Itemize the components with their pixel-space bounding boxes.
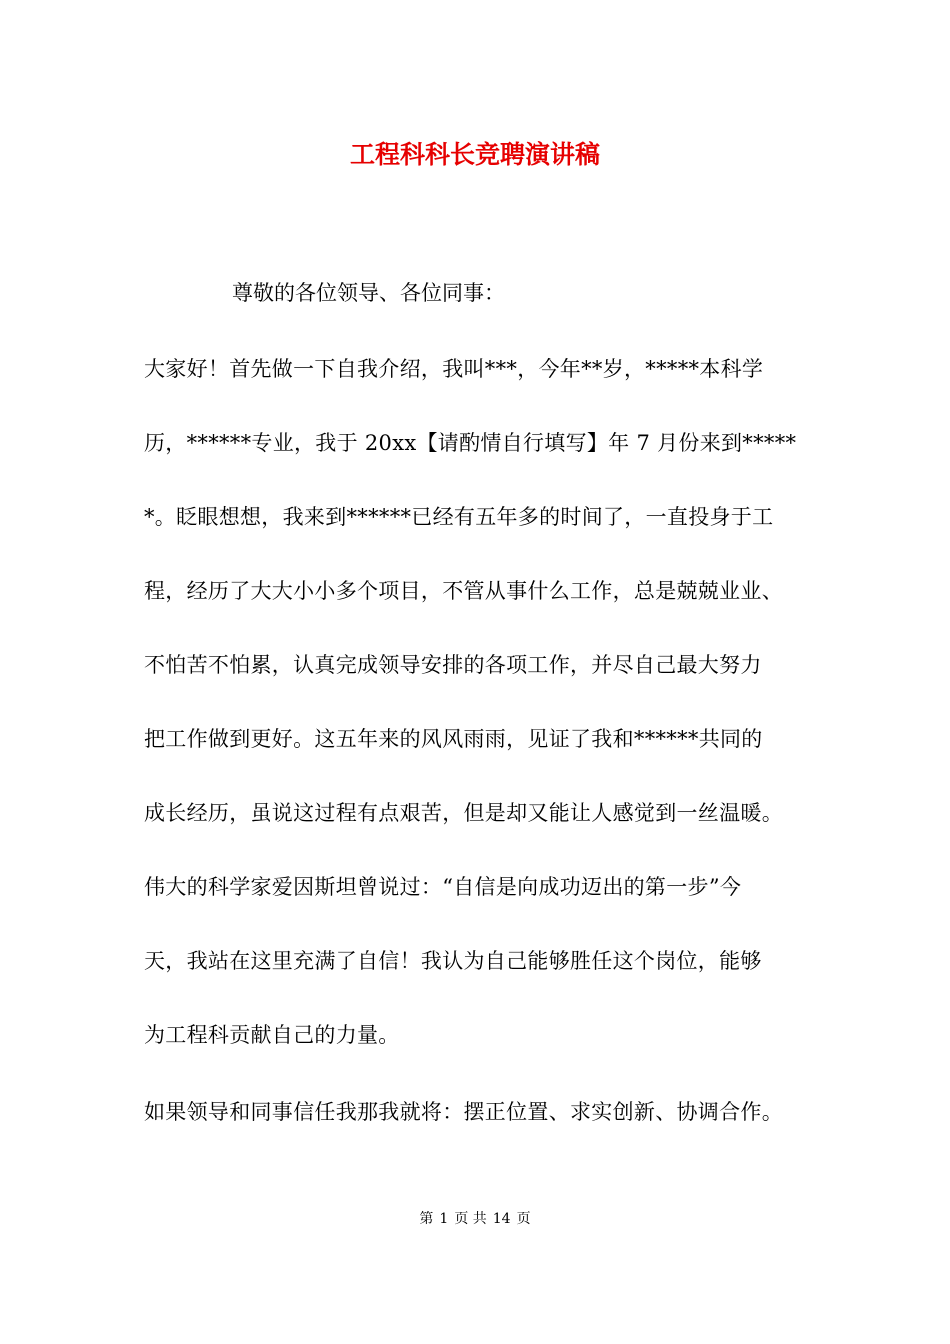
footer-page-number: 1 bbox=[439, 1211, 449, 1227]
footer-page-total: 14 bbox=[492, 1211, 511, 1227]
body-line-9: 天，我站在这里充满了自信！我认为自己能够胜任这个岗位，能够 bbox=[144, 949, 762, 973]
body-line-5: 不怕苦不怕累，认真完成领导安排的各项工作，并尽自己最大努力 bbox=[144, 653, 762, 677]
footer-suffix: 页 bbox=[516, 1211, 531, 1227]
footer-prefix: 第 bbox=[419, 1211, 434, 1227]
footer-mid: 页 共 bbox=[454, 1211, 487, 1227]
body-line-8: 伟大的科学家爱因斯坦曾说过：“自信是向成功迈出的第一步”今 bbox=[144, 875, 742, 899]
body-line-2: 历，******专业，我于 20xx【请酌情自行填写】年 7 月份来到***** bbox=[144, 431, 797, 455]
body-line-6: 把工作做到更好。这五年来的风风雨雨，见证了我和******共同的 bbox=[144, 727, 763, 751]
body-line-10: 为工程科贡献自己的力量。 bbox=[144, 1023, 400, 1047]
body-line-7: 成长经历，虽说这过程有点艰苦，但是却又能让人感觉到一丝温暖。 bbox=[144, 801, 783, 825]
body-line-11: 如果领导和同事信任我那我就将：摆正位置、求实创新、协调合作。 bbox=[144, 1100, 783, 1124]
document-title: 工程科科长竞聘演讲稿 bbox=[349, 140, 600, 169]
body-line-1: 大家好！首先做一下自我介绍，我叫***，今年**岁，*****本科学 bbox=[144, 357, 764, 381]
salutation: 尊敬的各位领导、各位同事： bbox=[232, 281, 505, 305]
page-footer bbox=[0, 1209, 950, 1229]
body-line-3: *。眨眼想想，我来到******已经有五年多的时间了，一直投身于工 bbox=[144, 505, 774, 529]
body-line-4: 程，经历了大大小小多个项目，不管从事什么工作，总是兢兢业业、 bbox=[144, 579, 783, 603]
